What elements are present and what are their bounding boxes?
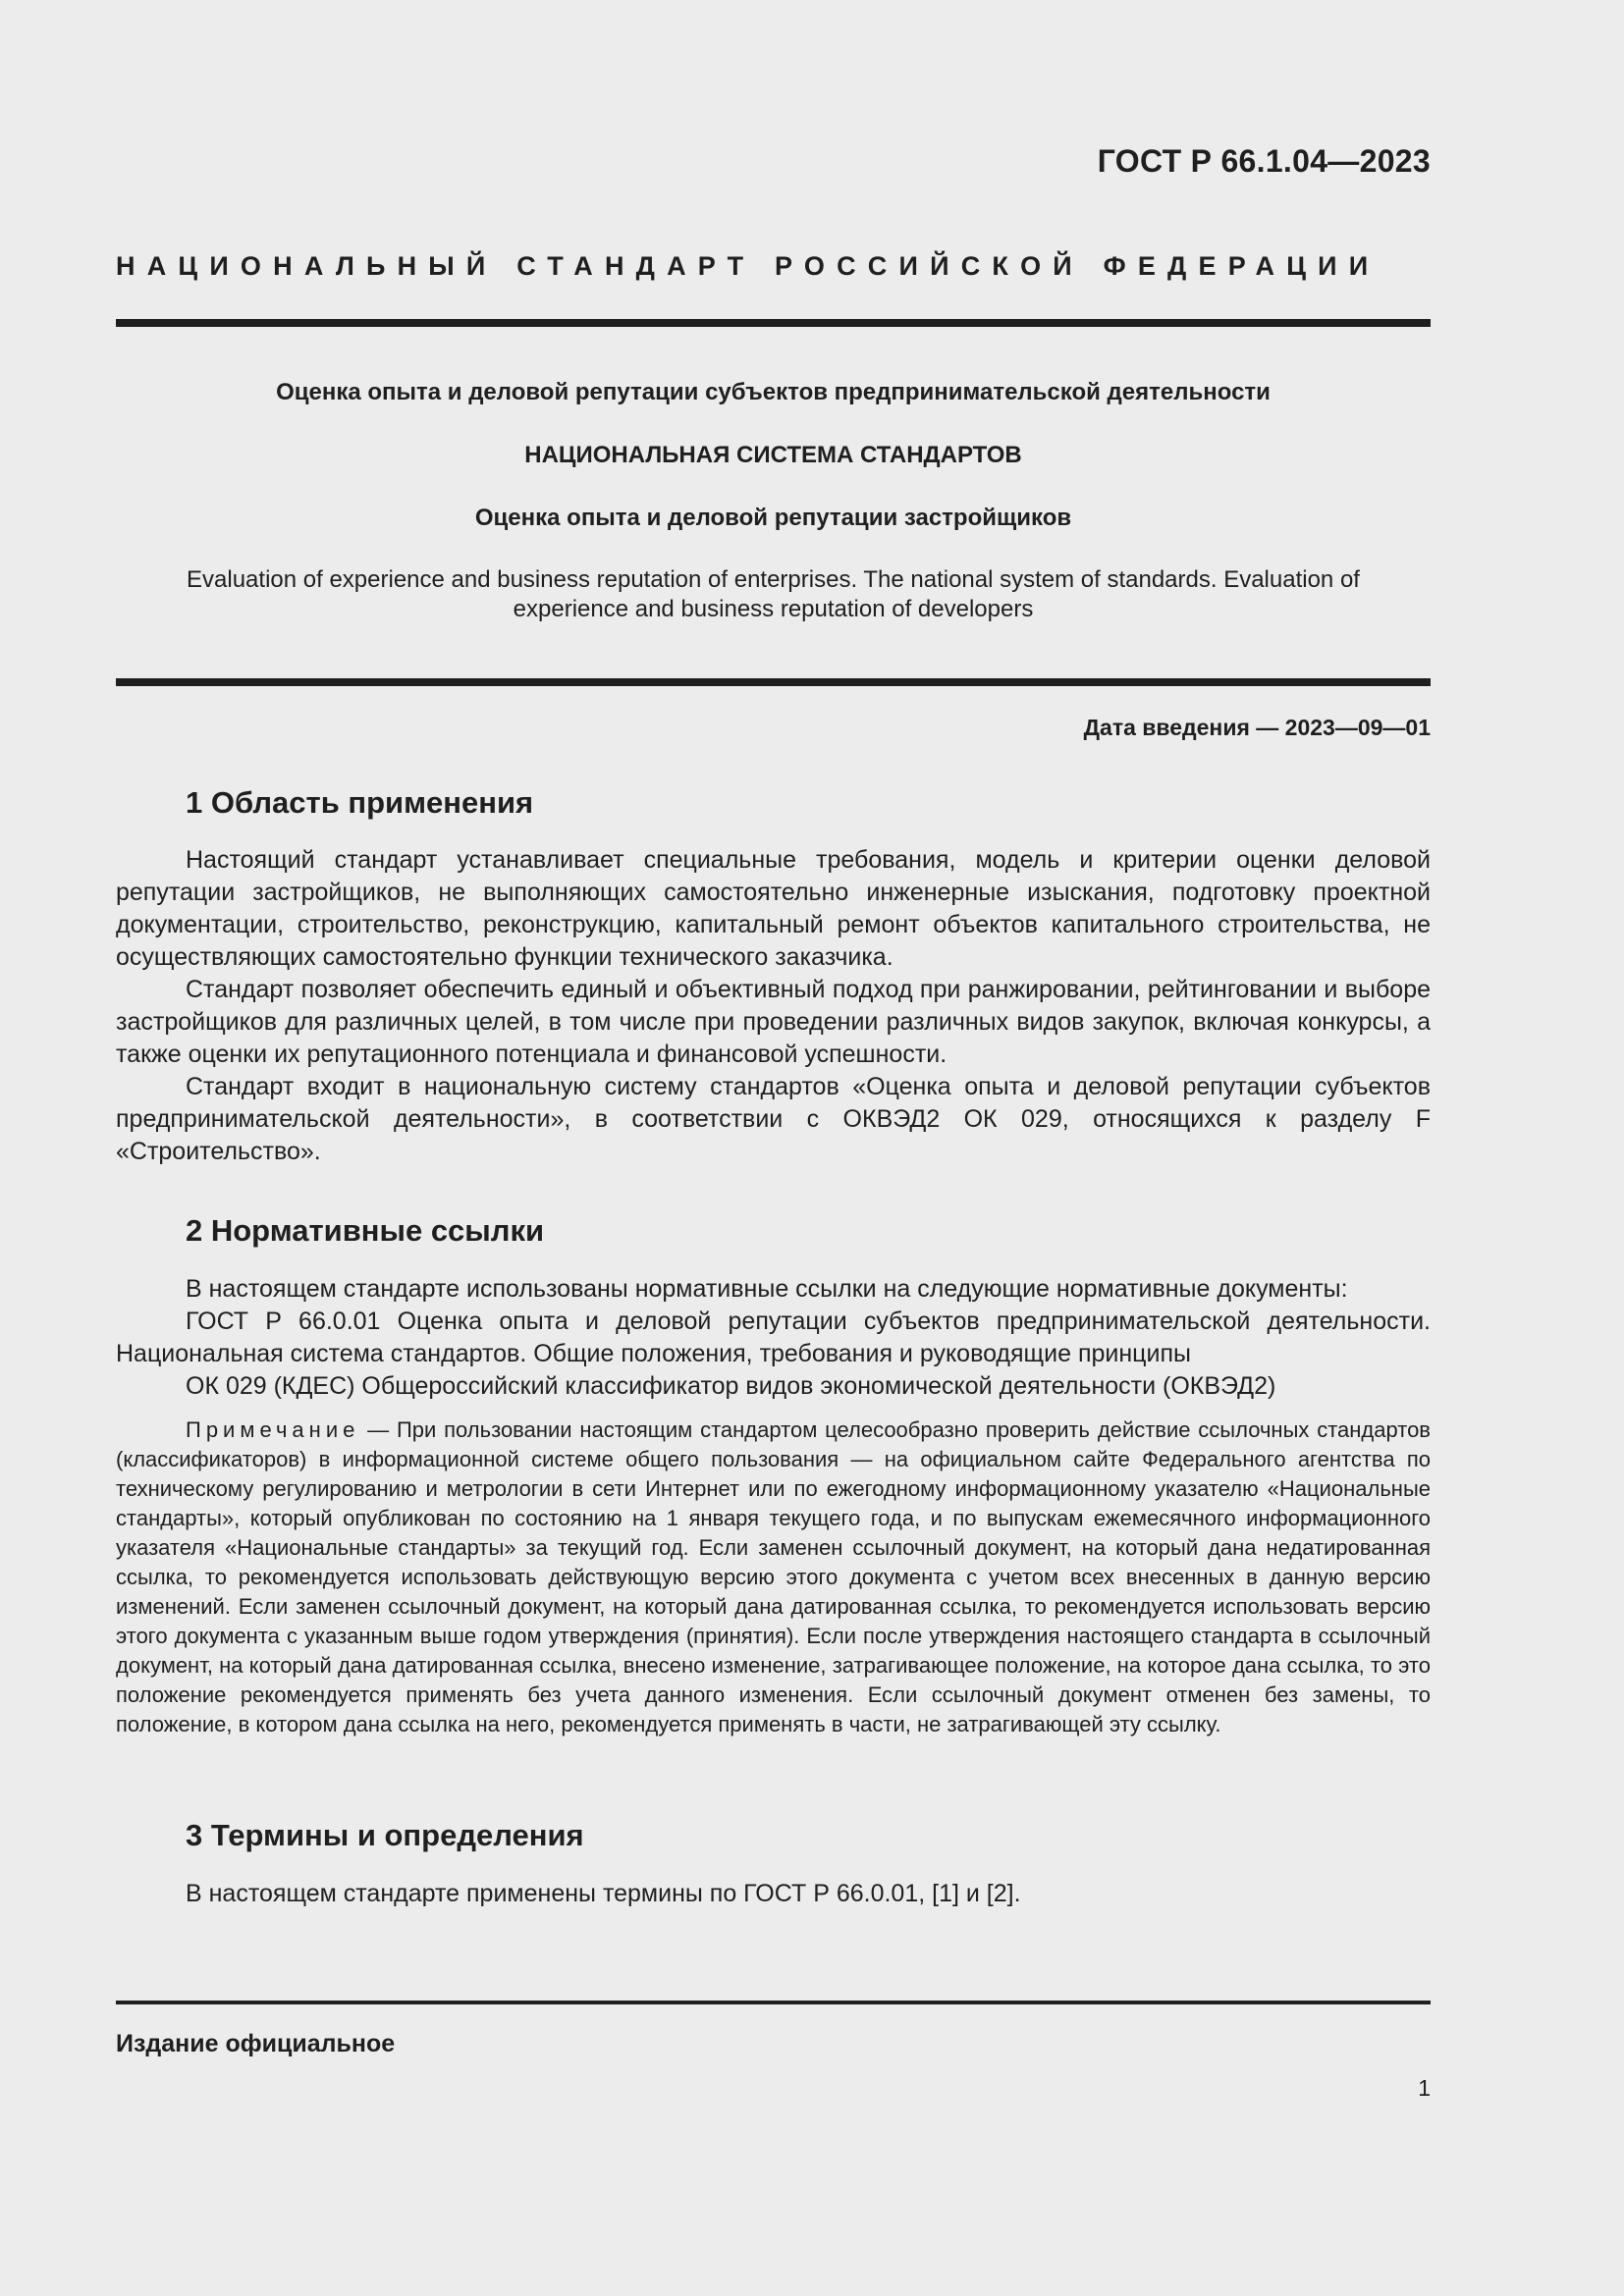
note-text: — При пользовании настоящим стандартом целесообразно проверить действие ссылочных стандартов (классификаторов) в информационной системе общего пользования — на официальном сайте Федерального агентства по техническому регулированию и метрологии в сети Интернет или по ежегодному информационному указателю «Национальные стандарты», который опубликован по состоянию на 1 января текущего года, и по выпускам ежемесячного информационного указателя «Национальные стандарты» за текущий год. Если заменен ссылочный документ, на который дана недатированная ссылка, то рекомендуется использовать действующую версию этого документа с учетом всех внесенных в данную версию изменений. Если заменен ссылочный документ, на который дана датированная ссылка, то рекомендуется использовать версию этого документа с указанным выше годом утверждения (принятия). Если после утверждения настоящего стандарта в ссылочный документ, на который дана датированная ссылка, внесено изменение, затрагивающее положение, на которое дана ссылка, то это положение рекомендуется применять без учета данного изменения. Если ссылочный документ отменен без замены, то положение, в котором дана ссылка на него, рекомендуется применять в части, не затрагивающей эту ссылку. (116, 1417, 1431, 1736)
introduction-date: Дата введения — 2023—09—01 (1083, 715, 1431, 740)
footer-divider (116, 2001, 1431, 2004)
normative-reference: ГОСТ Р 66.0.01 Оценка опыта и деловой репутации субъектов предпринимательской деятельности. Национальная система стандартов. Общие положения, требования и руководящие принципы (116, 1308, 1431, 1367)
official-edition-label: Издание официальное (116, 2030, 396, 2057)
title-divider (116, 678, 1431, 686)
normative-reference: ОК 029 (КДЕС) Общероссийский классификатор видов экономической деятельности (ОКВЭД2) (186, 1372, 1276, 1400)
title-system: НАЦИОНАЛЬНАЯ СИСТЕМА СТАНДАРТОВ (524, 442, 1022, 468)
title-main: Оценка опыта и деловой репутации застройщиков (474, 505, 1072, 531)
header-divider (116, 319, 1431, 327)
section-3-paragraph: В настоящем стандарте применены термины по ГОСТ Р 66.0.01, [1] и [2]. (186, 1880, 1021, 1907)
section-2-note (116, 1415, 1431, 1739)
section-2-heading: 2 Нормативные ссылки (186, 1213, 545, 1248)
section-1-heading: 1 Область применения (186, 785, 534, 820)
title-group: Оценка опыта и деловой репутации субъектов предпринимательской деятельности (276, 379, 1271, 405)
page-number: 1 (1418, 2075, 1431, 2101)
section-1-paragraph: Настоящий стандарт устанавливает специальные требования, модель и критерии оценки деловой репутации застройщиков, не выполняющих самостоятельно инженерные изыскания, подготовку проектной документации, строительство, реконструкцию, капитальный ремонт объектов капитального строительства, не осуществляющих самостоятельно функции технического заказчика. (116, 846, 1431, 971)
document-page (116, 0, 1431, 2296)
section-1-paragraph: Стандарт позволяет обеспечить единый и объективный подход при ранжировании, рейтинговании и выборе застройщиков для различных целей, в том числе при проведении различных видов закупок, включая конкурсы, а также оценки их репутационного потенциала и финансовой успешности. (116, 976, 1431, 1068)
standard-designation: ГОСТ Р 66.1.04—2023 (1097, 143, 1431, 179)
section-3-heading: 3 Термины и определения (186, 1818, 584, 1852)
section-1-paragraph: Стандарт входит в национальную систему стандартов «Оценка опыта и деловой репутации субъектов предпринимательской деятельности», в соответствии с ОКВЭД2 ОК 029, относящихся к разделу F «Строительство». (116, 1073, 1431, 1165)
section-3-body (116, 1878, 1431, 1910)
title-english: Evaluation of experience and business reputation of enterprises. The national system of standards. Evaluation of experience and business reputation of developers (187, 566, 1360, 622)
section-1-body (116, 844, 1431, 1168)
section-2-body (116, 1273, 1431, 1403)
national-standard-banner: НАЦИОНАЛЬНЫЙ СТАНДАРТ РОССИЙСКОЙ ФЕДЕРАЦИИ (116, 251, 1380, 281)
section-2-paragraph: В настоящем стандарте использованы нормативные ссылки на следующие нормативные документы: (186, 1275, 1348, 1303)
note-label: Примечание (186, 1417, 360, 1442)
